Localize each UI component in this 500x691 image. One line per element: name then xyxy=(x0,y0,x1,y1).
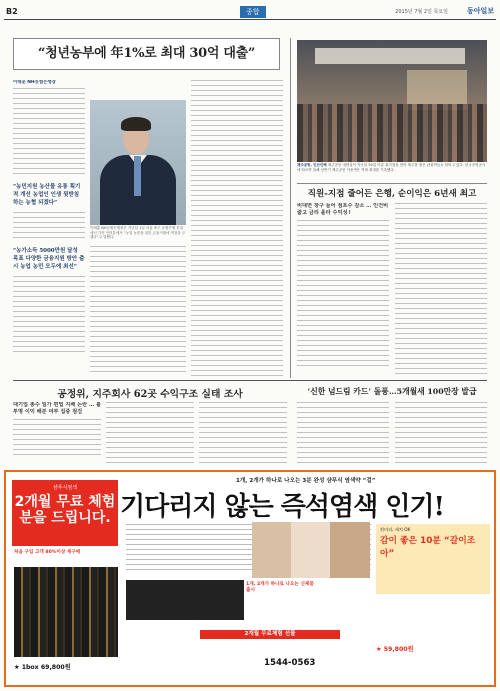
airport-crowd-photo xyxy=(297,40,487,162)
article-column-3 xyxy=(191,80,283,376)
headline-card: ‘신한 넘드림 카드’ 돌풍…5개월새 100만장 발급 xyxy=(307,387,477,396)
main-headline: “청년농부에 年1%로 최대 30억 대출” xyxy=(13,38,280,70)
side-photo-caption-text: 제주공항 대합실이 지난달 30일 여름 휴가철을 맞아 제주를 찾은 관광객들로 붐비고 있다. 한국공항공사에 따르면 올해 상반기 제주공항 이용객은 역대 최대를 기록했다. xyxy=(297,163,486,172)
newspaper-logo: 동아일보 xyxy=(466,7,494,15)
bank-article-column-2 xyxy=(395,203,487,375)
portrait-photo xyxy=(90,100,186,225)
ftc-subheadline: 대기업 총수 일가 편법 지배 논란 … 불투명 이익 배분 여부 집중 점검 xyxy=(13,402,101,415)
ftc-article-column-2 xyxy=(106,402,194,464)
bank-article-column-1 xyxy=(297,203,389,375)
byline: 이태훈 NH농협은행장 xyxy=(13,80,56,85)
column-divider xyxy=(290,38,291,378)
ad-brand-big: 2개월 무료 체험분을 드립니다. xyxy=(14,494,116,526)
hair-dye-advertisement[interactable] xyxy=(4,470,496,687)
ad-right-sub: 흰머리, 새치 OK xyxy=(380,527,411,532)
pull-quote-1: “농민지원 농산물 유통 획기적 개선 농업인 인생 뒷받침 하는 농협 되겠다” xyxy=(13,184,81,206)
ad-brand-small: 샴푸식염색 xyxy=(52,485,78,491)
card-article-column-1 xyxy=(297,402,389,464)
side-photo-caption-title: 제주공항, 인산인해 xyxy=(297,163,327,167)
body-text-block xyxy=(297,220,389,370)
section-rule xyxy=(297,183,487,184)
ad-model-photos xyxy=(252,522,370,578)
page-header xyxy=(4,5,496,20)
ad-right-title: 감이 좋은 10분 “갈이조아” xyxy=(380,536,476,559)
ad-headline: 기다리지 않는 즉석염색 인기! xyxy=(120,492,444,522)
body-text-block xyxy=(13,212,85,242)
bank-subheadline: 비대면 창구 늘어 점포수 감소 … 인건비 줄고 금리 올라 수익성↑ xyxy=(297,203,389,216)
headline-ftc: 공정위, 지주회사 62곳 수익구조 실태 조사 xyxy=(57,389,243,400)
ftc-article-column-1 xyxy=(13,402,101,464)
side-photo-caption xyxy=(297,163,487,172)
section-label: 종합 xyxy=(240,6,266,18)
section-rule xyxy=(13,380,487,381)
free-trial-banner: 2개월 무료체험 선물 xyxy=(200,630,340,639)
ad-price-right: ★ 59,800원 xyxy=(376,646,414,653)
page-number: B2 xyxy=(6,7,18,16)
ad-price-left: ★ 1box 69,800원 xyxy=(14,664,71,671)
pull-quote-2: “농가소득 5000만원 달성 목표 다양한 금융지원 방안 출시 농업 농민 모두에 최선” xyxy=(13,248,85,270)
body-text-block xyxy=(13,88,85,178)
body-text-block xyxy=(13,276,85,356)
product-kit-image xyxy=(126,580,244,620)
ad-right-product-box xyxy=(376,524,490,594)
ad-brand-box xyxy=(12,480,118,546)
ad-top-text: 1개, 2개가 하나로 나오는 3분 완성 샴푸식 염색약 “걸” xyxy=(236,478,376,484)
product-bottles-image xyxy=(14,567,118,657)
body-text-block xyxy=(13,419,101,459)
ad-phone-number[interactable]: 1544-0563 xyxy=(264,658,316,668)
photo-caption: 이태훈 NH농협은행장은 지난달 1일 서울 중구 농협은행 본점에서 가진 인터뷰에서 “농업 농촌을 위한 금융지원에 역점을 두겠다”고 말했다. xyxy=(90,226,186,240)
headline-bank-profit: 직원-지점 줄어든 은행, 순이익은 6년새 최고 xyxy=(307,189,477,199)
ad-tagline: 처음 구입 고객 80%이상 재구매 xyxy=(14,550,81,555)
ad-kit-label: 1개, 2개가 하나로 나오는 신제품 출시 xyxy=(246,582,314,593)
issue-date: 2015년 7월 2일 목요일 xyxy=(395,9,448,15)
article-column-1 xyxy=(13,80,85,375)
ftc-article-column-3 xyxy=(199,402,287,464)
card-article-column-2 xyxy=(395,402,487,464)
article-column-2 xyxy=(90,246,186,376)
